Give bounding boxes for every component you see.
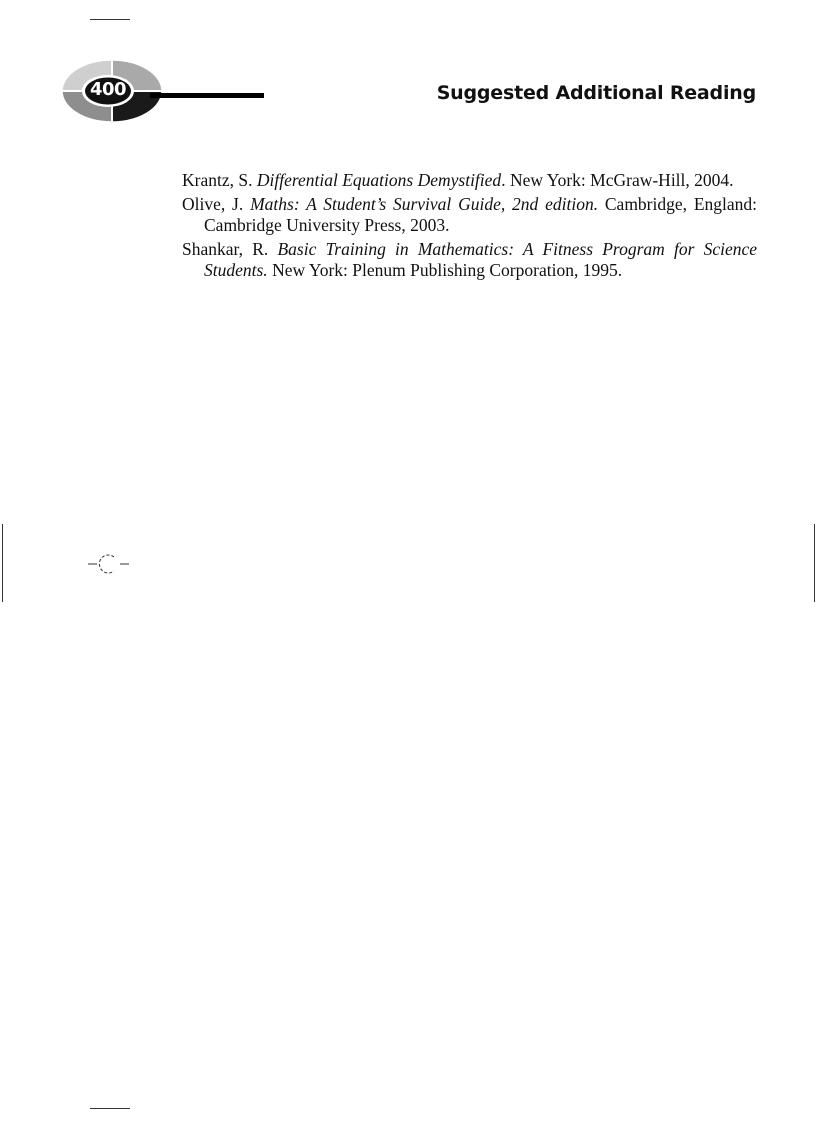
crop-mark-bottom — [90, 1108, 130, 1109]
header-rule — [150, 93, 264, 98]
reference-item — [182, 239, 757, 281]
reference-details: . New York: McGraw-Hill, 2004. — [501, 170, 734, 190]
reference-title: Basic Training in Mathematics: A Fitness Program for Science Students. — [204, 239, 758, 280]
reference-item — [182, 170, 757, 191]
reference-author: Krantz, S. — [182, 170, 253, 190]
reference-title: Differential Equations Demystified — [256, 170, 502, 190]
page-number: 400 — [89, 79, 127, 100]
reference-item — [182, 194, 757, 236]
crop-mark-left — [2, 524, 3, 602]
reference-list — [182, 170, 757, 284]
crop-mark-top — [90, 19, 130, 20]
reference-title: Maths: A Student’s Survival Guide, 2nd edition. — [250, 194, 599, 214]
running-head: Suggested Additional Reading — [436, 82, 756, 104]
crop-mark-right — [814, 524, 815, 602]
reference-details: New York: Plenum Publishing Corporation, 1995. — [267, 260, 623, 280]
registration-mark-icon — [86, 552, 132, 578]
reference-details: Cambridge, England: Cambridge University Press, 2003. — [204, 194, 757, 235]
reference-author: Olive, J. — [182, 194, 244, 214]
reference-author: Shankar, R. — [182, 239, 269, 259]
